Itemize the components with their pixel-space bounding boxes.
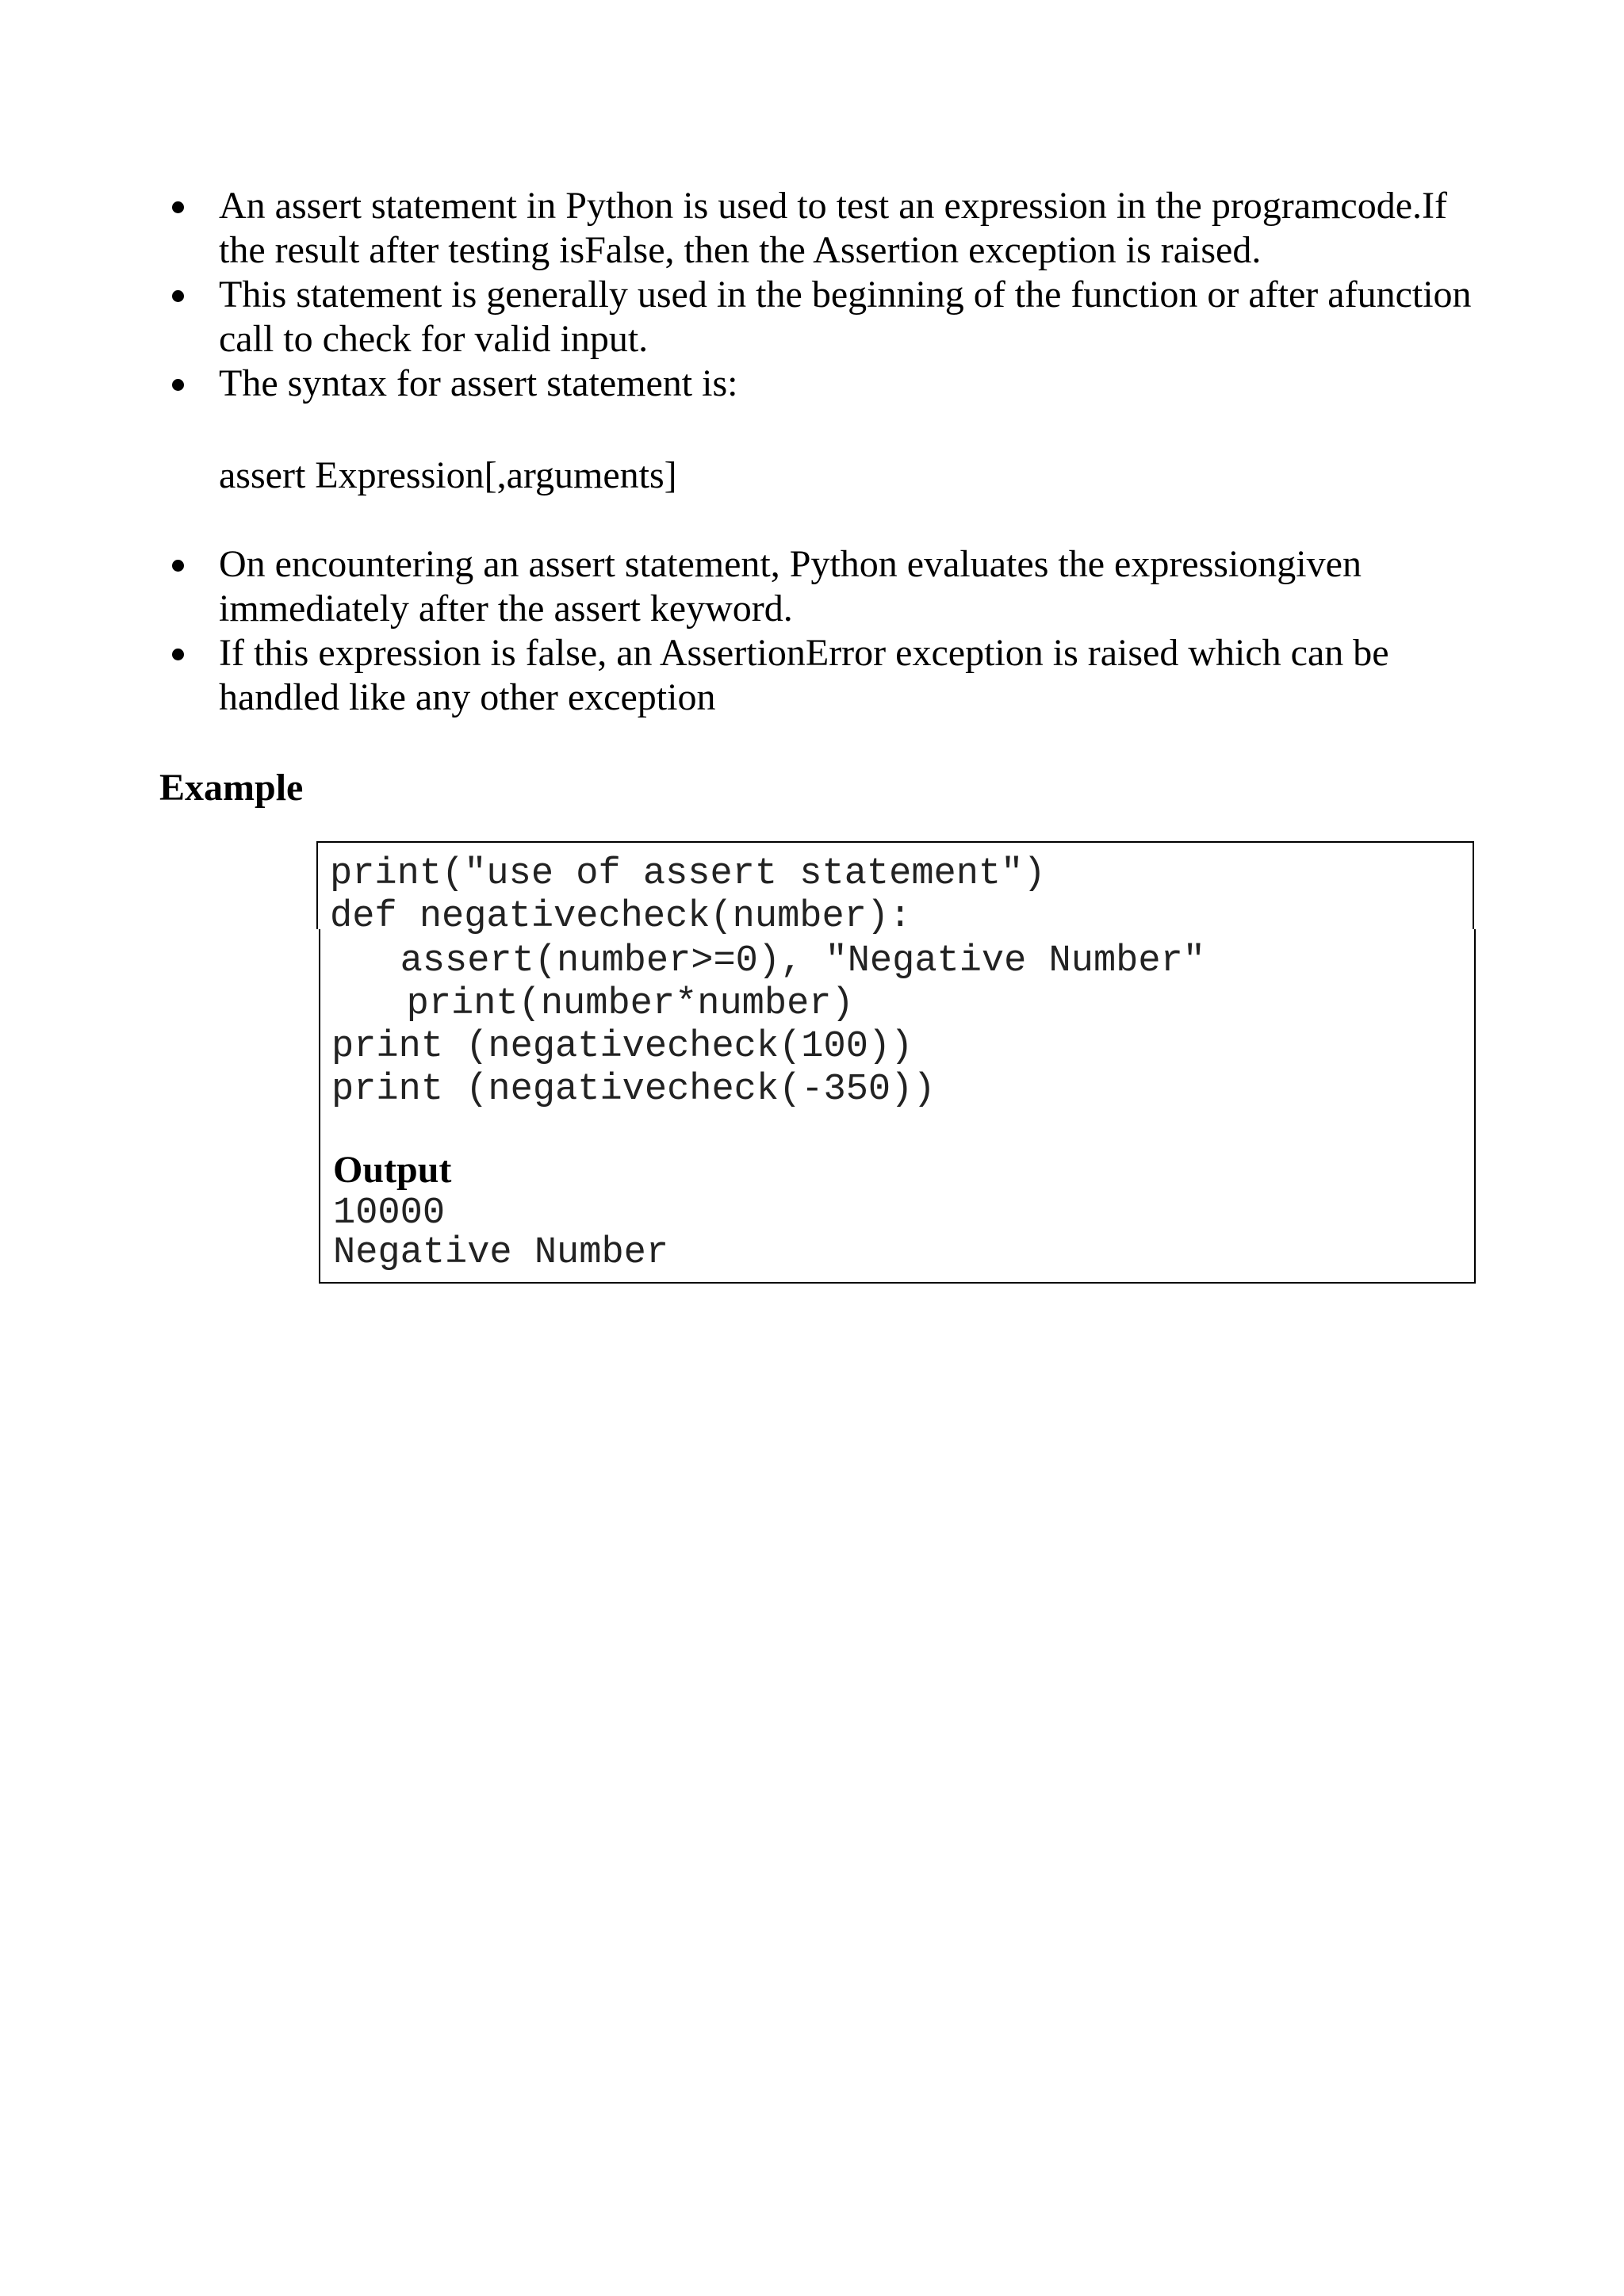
- output-line: Negative Number: [333, 1232, 669, 1274]
- bullet-text: On encountering an assert statement, Python evaluates the expressiongiven immediately after the assert keyword.: [219, 543, 1362, 629]
- output-line: 10000: [333, 1192, 446, 1234]
- bullet-text: The syntax for assert statement is:: [219, 362, 738, 404]
- code-line: print (negativecheck(100)): [331, 1026, 914, 1068]
- bullet-icon: [172, 649, 184, 660]
- list-item: [167, 362, 1499, 406]
- output-heading: Output: [333, 1149, 452, 1191]
- bullet-icon: [172, 379, 184, 391]
- list-item: [167, 184, 1499, 273]
- bullet-icon: [172, 290, 184, 302]
- code-line: assert(number>=0), "Negative Number": [333, 940, 1205, 982]
- code-line: print("use of assert statement"): [330, 853, 1046, 895]
- bullet-text: This statement is generally used in the beginning of the function or after afunction call to check for valid input.: [219, 274, 1472, 360]
- list-item: [167, 273, 1499, 362]
- code-line: print(number*number): [339, 983, 854, 1025]
- list-item: [167, 542, 1499, 631]
- code-line: print (negativecheck(-350)): [331, 1069, 936, 1111]
- assert-syntax: assert Expression[,arguments]: [219, 454, 677, 496]
- bullet-icon: [172, 201, 184, 213]
- bullet-list-intro: [167, 184, 1499, 406]
- bullet-text: An assert statement in Python is used to test an expression in the programcode.If the result after testing isFalse, then the Assertion exception is raised.: [219, 185, 1448, 271]
- code-line: def negativecheck(number):: [330, 896, 912, 938]
- list-item: [167, 631, 1499, 720]
- bullet-icon: [172, 560, 184, 572]
- bullet-list-behaviour: [167, 542, 1499, 720]
- example-heading: Example: [159, 767, 304, 809]
- bullet-text: If this expression is false, an AssertionError exception is raised which can be handled like any other exception: [219, 632, 1389, 718]
